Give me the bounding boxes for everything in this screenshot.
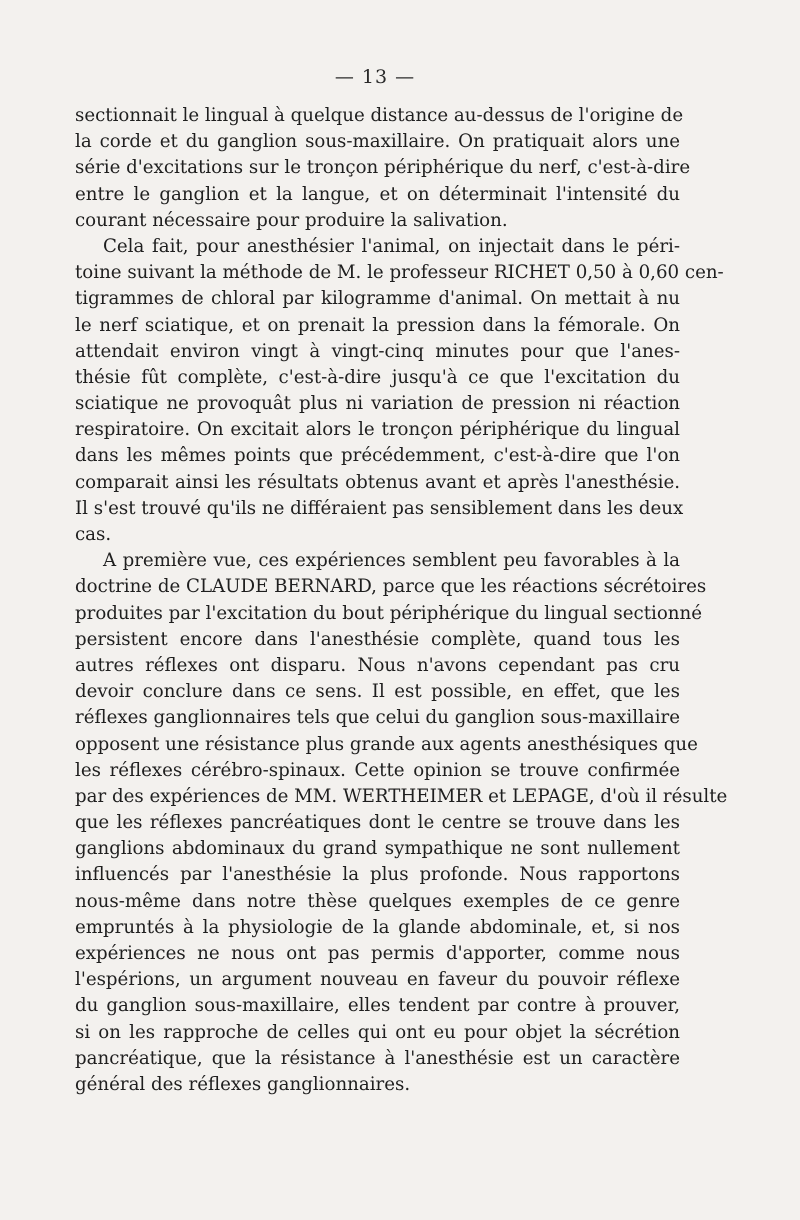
text-line: pancréatique, que la résistance à l'anesthésie est un caractère [75,1047,680,1069]
text-line: expériences ne nous ont pas permis d'apporter, comme nous [75,943,680,964]
text-line: influencés par l'anesthésie la plus profonde. Nous rapportons [75,864,680,886]
text-line: l'espérions, un argument nouveau en faveur du pouvoir réflexe [75,969,680,991]
text-line: nous-même dans notre thèse quelques exemples de ce genre [75,890,680,912]
text-line: par des expériences de MM. WERTHEIMER et LEPAGE, d'où il résulte [75,785,728,807]
text-line: opposent une résistance plus grande aux agents anesthésiques que [75,733,698,755]
text-line: devoir conclure dans ce sens. Il est possible, en effet, que les [75,681,680,703]
text-line: Il s'est trouvé qu'ils ne différaient pas sensiblement dans les deux [75,497,684,519]
text-line: persistent encore dans l'anesthésie complète, quand tous les [75,628,680,650]
text-line: thésie fût complète, c'est-à-dire jusqu'à ce que l'excitation du [75,366,680,388]
text-line: du ganglion sous-maxillaire, elles tendent par contre à prouver, [75,995,680,1017]
text-line: produites par l'excitation du bout périphérique du lingual sectionné [75,602,702,624]
text-line: comparait ainsi les résultats obtenus avant et après l'anesthésie. [75,471,680,493]
text-line: général des réflexes ganglionnaires. [75,1073,411,1095]
text-line: toine suivant la méthode de M. le professeur RICHET 0,50 à 0,60 cen- [75,262,724,284]
text-line: que les réflexes pancréatiques dont le centre se trouve dans les [75,812,680,834]
text-line: si on les rapproche de celles qui ont eu pour objet la sécrétion [75,1021,680,1043]
text-line: ganglions abdominaux du grand sympathique ne sont nullement [75,838,680,860]
text-line: tigrammes de chloral par kilogramme d'animal. On mettait à nu [75,288,680,310]
page-number: — 13 — [334,66,416,88]
text-line: autres réflexes ont disparu. Nous n'avons cependant pas cru [75,654,680,676]
body-text [75,103,728,1098]
text-line: Cela fait, pour anesthésier l'animal, on injectait dans le péri- [103,235,680,257]
text-line: respiratoire. On excitait alors le tronçon périphérique du lingual [75,419,680,441]
text-line: réflexes ganglionnaires tels que celui du ganglion sous-maxillaire [75,707,681,729]
text-line: courant nécessaire pour produire la salivation. [75,209,508,231]
text-line: doctrine de CLAUDE BERNARD, parce que les réactions sécrétoires [75,576,707,598]
text-line: le nerf sciatique, et on prenait la pression dans la fémorale. On [75,314,680,336]
text-line: sciatique ne provoquât plus ni variation de pression ni réaction [75,393,680,415]
text-line: empruntés à la physiologie de la glande abdominale, et, si nos [75,916,680,938]
text-line: dans les mêmes points que précédemment, c'est-à-dire que l'on [75,445,680,467]
text-line: sectionnait le lingual à quelque distance au-dessus de l'origine de [75,105,684,126]
text-line: cas. [75,524,112,545]
text-line: entre le ganglion et la langue, et on déterminait l'intensité du [75,183,680,205]
text-line: la corde et du ganglion sous-maxillaire. On pratiquait alors une [75,131,680,153]
text-line: attendait environ vingt à vingt-cinq minutes pour que l'anes- [75,340,680,362]
text-line: série d'excitations sur le tronçon périphérique du nerf, c'est-à-dire [75,157,691,179]
text-line: A première vue, ces expériences semblent peu favorables à la [103,550,680,572]
text-line: les réflexes cérébro-spinaux. Cette opinion se trouve confirmée [75,759,680,781]
